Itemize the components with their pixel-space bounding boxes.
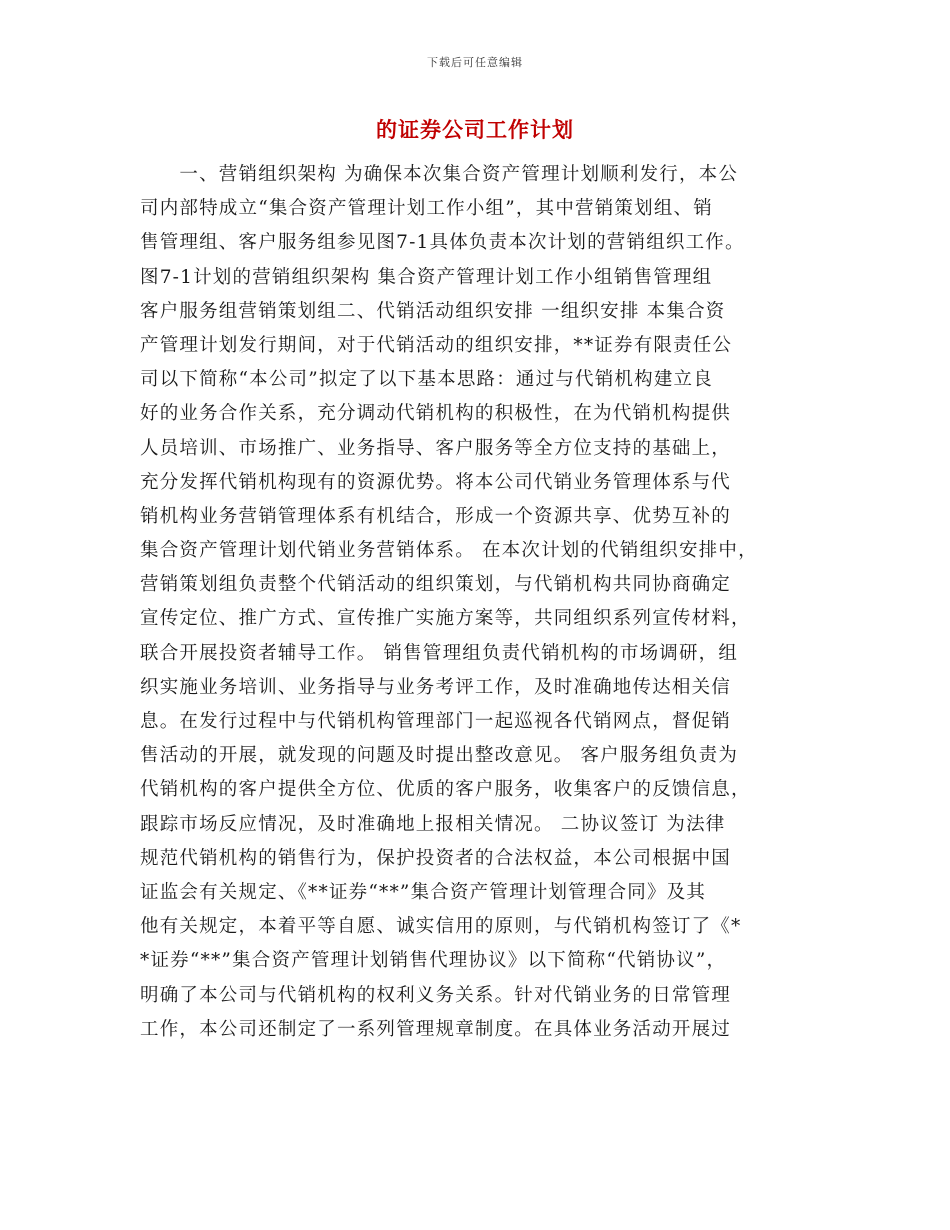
body-line: *证券“**”集合资产管理计划销售代理协议》以下简称“代销协议”，	[140, 950, 727, 972]
body-line: 一、营销组织架构 为确保本次集合资产管理计划顺利发行，本公	[140, 164, 739, 185]
body-line: 产管理计划发行期间，对于代销活动的组织安排，**证券有限责任公	[140, 334, 733, 356]
body-line: 跟踪市场反应情况，及时准确地上报相关情况。 二协议签订 为法律	[140, 813, 726, 835]
body-line: 息。在发行过程中与代销机构管理部门一起巡视各代销网点，督促销	[140, 711, 732, 732]
page-header-note: 下载后可任意编辑	[427, 56, 523, 69]
document-title: 的证券公司工作计划	[376, 117, 574, 142]
body-line: 联合开展投资者辅导工作。 销售管理组负责代销机构的市场调研，组	[140, 642, 739, 664]
body-line: 证监会有关规定、《**证券“**”集合资产管理计划管理合同》及其	[140, 881, 707, 903]
body-line: 司以下简称“本公司”拟定了以下基本思路：通过与代销机构建立良	[140, 369, 713, 391]
body-line: 织实施业务培训、业务指导与业务考评工作，及时准确地传达相关信	[140, 676, 732, 698]
body-line: 售管理组、客户服务组参见图7-1具体负责本次计划的营销组织工作。	[140, 232, 745, 254]
body-line: 客户服务组营销策划组二、代销活动组织安排 一组织安排 本集合资	[140, 300, 726, 322]
body-line: 充分发挥代销机构现有的资源优势。将本公司代销业务管理体系与代	[140, 471, 732, 493]
body-line: 人员培训、市场推广、业务指导、客户服务等全方位支持的基础上，	[140, 437, 732, 459]
body-line: 集合资产管理计划代销业务营销体系。 在本次计划的代销组织安排中，	[140, 540, 758, 562]
body-line: 他有关规定，本着平等自愿、诚实信用的原则，与代销机构签订了《*	[140, 916, 742, 938]
body-line: 规范代销机构的销售行为，保护投资者的合法权益，本公司根据中国	[140, 847, 732, 869]
body-line: 明确了本公司与代销机构的权利义务关系。针对代销业务的日常管理	[140, 984, 732, 1006]
body-line: 图7-1计划的营销组织架构 集合资产管理计划工作小组销售管理组	[140, 266, 713, 288]
body-line: 好的业务合作关系，充分调动代销机构的积极性，在为代销机构提供	[140, 403, 732, 425]
body-line: 代销机构的客户提供全方位、优质的客户服务，收集客户的反馈信息，	[140, 779, 751, 801]
body-line: 司内部特成立“集合资产管理计划工作小组”，其中营销策划组、销	[140, 198, 713, 220]
document-body	[140, 158, 820, 1047]
body-line: 工作，本公司还制定了一系列管理规章制度。在具体业务活动开展过	[140, 1018, 732, 1040]
body-line: 售活动的开展，就发现的问题及时提出整改意见。 客户服务组负责为	[140, 745, 739, 767]
body-line: 宣传定位、推广方式、宣传推广实施方案等，共同组织系列宣传材料，	[140, 608, 751, 630]
body-line: 销机构业务营销管理体系有机结合，形成一个资源共享、优势互补的	[140, 505, 732, 527]
body-line: 营销策划组负责整个代销活动的组织策划，与代销机构共同协商确定	[140, 574, 732, 596]
